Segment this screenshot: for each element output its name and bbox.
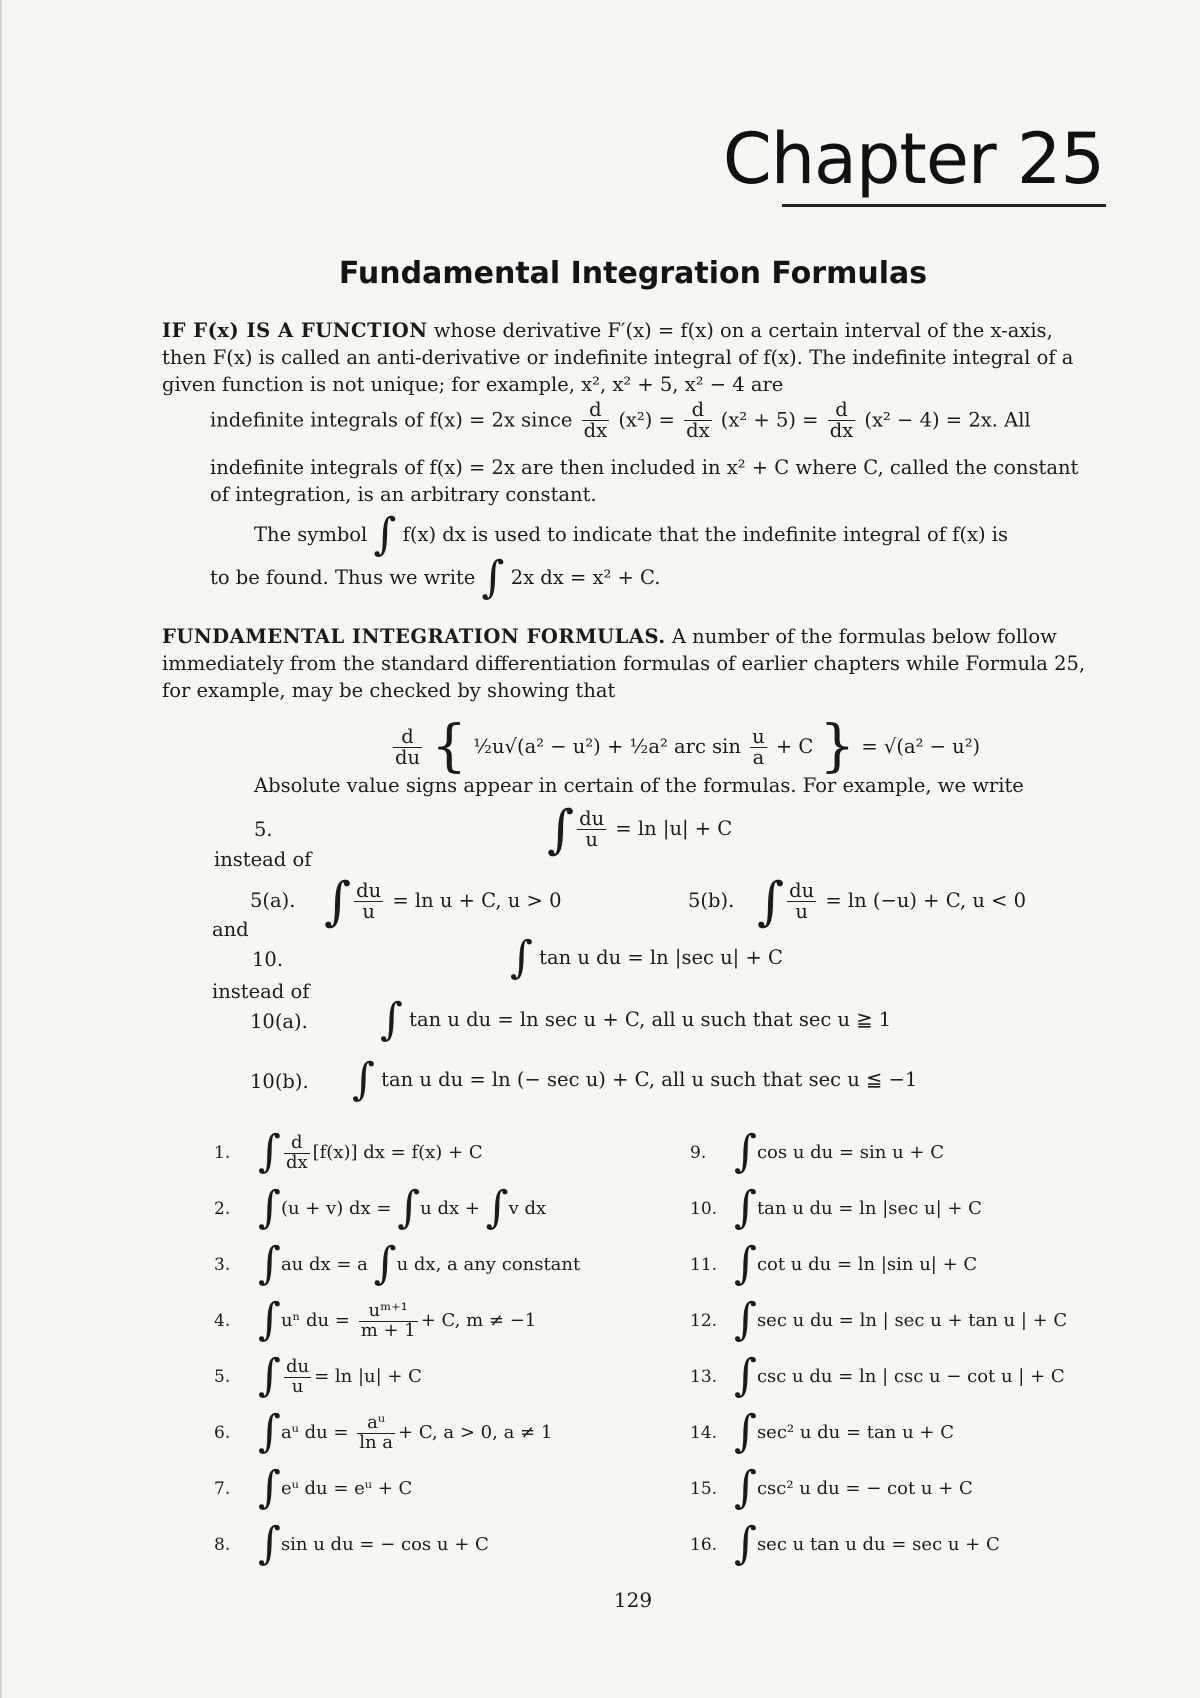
formula-6: 6. ∫aᵘ du = $\frac{\text{aᵘ}}{\text{ln a}}$ + C, a > 0, a ≠ 1 bbox=[214, 1406, 553, 1457]
found-line: to be found. Thus we write ∫ 2x dx = x² + C. bbox=[210, 552, 661, 603]
formula-13: 13. ∫csc u du = ln | csc u − cot u | + C bbox=[690, 1350, 1065, 1401]
since-d: (x² − 4) = 2x. All bbox=[864, 408, 1031, 432]
since-b: (x²) = bbox=[618, 408, 675, 432]
and-text: and bbox=[212, 918, 249, 941]
f10a-formula: ∫ tan u du = ln sec u + C, all u such that sec u ≧ 1 bbox=[380, 994, 892, 1045]
f10-label: 10. bbox=[252, 948, 284, 971]
f5a-label: 5(a). bbox=[250, 889, 296, 912]
abs-text: Absolute value signs appear in certain of the formulas. For example, we write bbox=[254, 774, 1024, 797]
formula-15: 15. ∫csc² u du = − cot u + C bbox=[690, 1462, 973, 1513]
check-equation: $\frac{d}{du}$ { ½u√(a² − u²) + ½a² arc sin $\frac{u}{a}$ + C } = √(a² − u²) bbox=[395, 714, 981, 779]
formula-3: 3. ∫au dx = a ∫u dx, a any constant bbox=[214, 1238, 581, 1289]
formula-12: 12. ∫sec u du = ln | sec u + tan u | + C bbox=[690, 1294, 1068, 1345]
f5b-formula: ∫ $\frac{du}{u}$ = ln (−u) + C, u < 0 bbox=[757, 872, 1027, 932]
since-c: (x² + 5) = bbox=[720, 408, 819, 432]
intro-text-1: whose derivative F′(x) = f(x) on a certain interval of the x-axis, then F(x) is called an anti-derivative or indefinite integral of f(x). The indefinite integral of a given function is not unique; for example, x², x² + 5, x² − 4 are bbox=[162, 319, 1074, 396]
formula-11: 11. ∫cot u du = ln |sin u| + C bbox=[690, 1238, 978, 1289]
formula-2: 2. ∫(u + v) dx = ∫u dx + ∫v dx bbox=[214, 1182, 547, 1233]
section-title: Fundamental Integration Formulas bbox=[338, 256, 928, 291]
d-dx-fraction: $\frac{d}{dx}$ bbox=[583, 398, 608, 443]
f10-formula: ∫ tan u du = ln |sec u| + C bbox=[510, 932, 783, 983]
integral-sign: ∫ bbox=[373, 509, 397, 560]
formula-14: 14. ∫sec² u du = tan u + C bbox=[690, 1406, 954, 1457]
formulas-intro: FUNDAMENTAL INTEGRATION FORMULAS. A number of the formulas below follow immediately from the standard differentiation formulas of earlier chapters while Formula 25, for example, may be checked by showing that bbox=[162, 625, 1086, 702]
formula-1: 1. ∫ $\frac{d}{dx}$ [f(x)] dx = f(x) + C bbox=[214, 1126, 483, 1177]
formula-9: 9. ∫cos u du = sin u + C bbox=[690, 1126, 944, 1177]
formula-10: 10. ∫tan u du = ln |sec u| + C bbox=[690, 1182, 982, 1233]
d-dx-fraction: $\frac{d}{dx}$ bbox=[686, 398, 710, 443]
instead-of-1: instead of bbox=[214, 848, 312, 871]
f10b-label: 10(b). bbox=[250, 1070, 309, 1093]
f10b-formula: ∫ tan u du = ln (− sec u) + C, all u such that sec u ≦ −1 bbox=[352, 1054, 918, 1105]
since-line bbox=[210, 400, 1031, 442]
d-dx-fraction: $\frac{d}{dx}$ bbox=[829, 398, 854, 443]
page-number: 129 bbox=[613, 1588, 653, 1612]
since-a: indefinite integrals of f(x) = 2x since bbox=[210, 408, 573, 432]
intro-text-2: indefinite integrals of f(x) = 2x are then included in x² + C where C, called the constant of integration, is an arbitrary constant. bbox=[210, 456, 1079, 506]
intro-paragraph bbox=[162, 317, 1102, 398]
instead-of-2: instead of bbox=[212, 980, 310, 1003]
f5-formula: ∫ $\frac{du}{u}$ = ln |u| + C bbox=[547, 800, 733, 860]
chapter-title: Chapter 25 bbox=[722, 118, 1104, 200]
formula-16: 16. ∫sec u tan u du = sec u + C bbox=[690, 1518, 1000, 1569]
f5b-label: 5(b). bbox=[688, 889, 735, 912]
formula-4: 4. ∫uⁿ du = $\frac{\text{uᵐ⁺¹}}{m + 1}$ + C, m ≠ −1 bbox=[214, 1294, 537, 1345]
f5-label: 5. bbox=[254, 818, 273, 841]
intro-lead: IF F(x) IS A FUNCTION bbox=[162, 319, 428, 342]
formula-5: 5. ∫ $\frac{du}{u}$ = ln |u| + C bbox=[214, 1350, 422, 1401]
chapter-rule bbox=[782, 204, 1106, 207]
symbol-line: The symbol ∫ f(x) dx is used to indicate that the indefinite integral of f(x) is bbox=[254, 509, 1009, 560]
f10a-label: 10(a). bbox=[250, 1010, 308, 1033]
f5a-formula: ∫ $\frac{du}{u}$ = ln u + C, u > 0 bbox=[324, 872, 562, 932]
integral-sign: ∫ bbox=[481, 552, 505, 603]
formula-8: 8. ∫sin u du = − cos u + C bbox=[214, 1518, 489, 1569]
formula-7: 7. ∫eᵘ du = eᵘ + C bbox=[214, 1462, 413, 1513]
